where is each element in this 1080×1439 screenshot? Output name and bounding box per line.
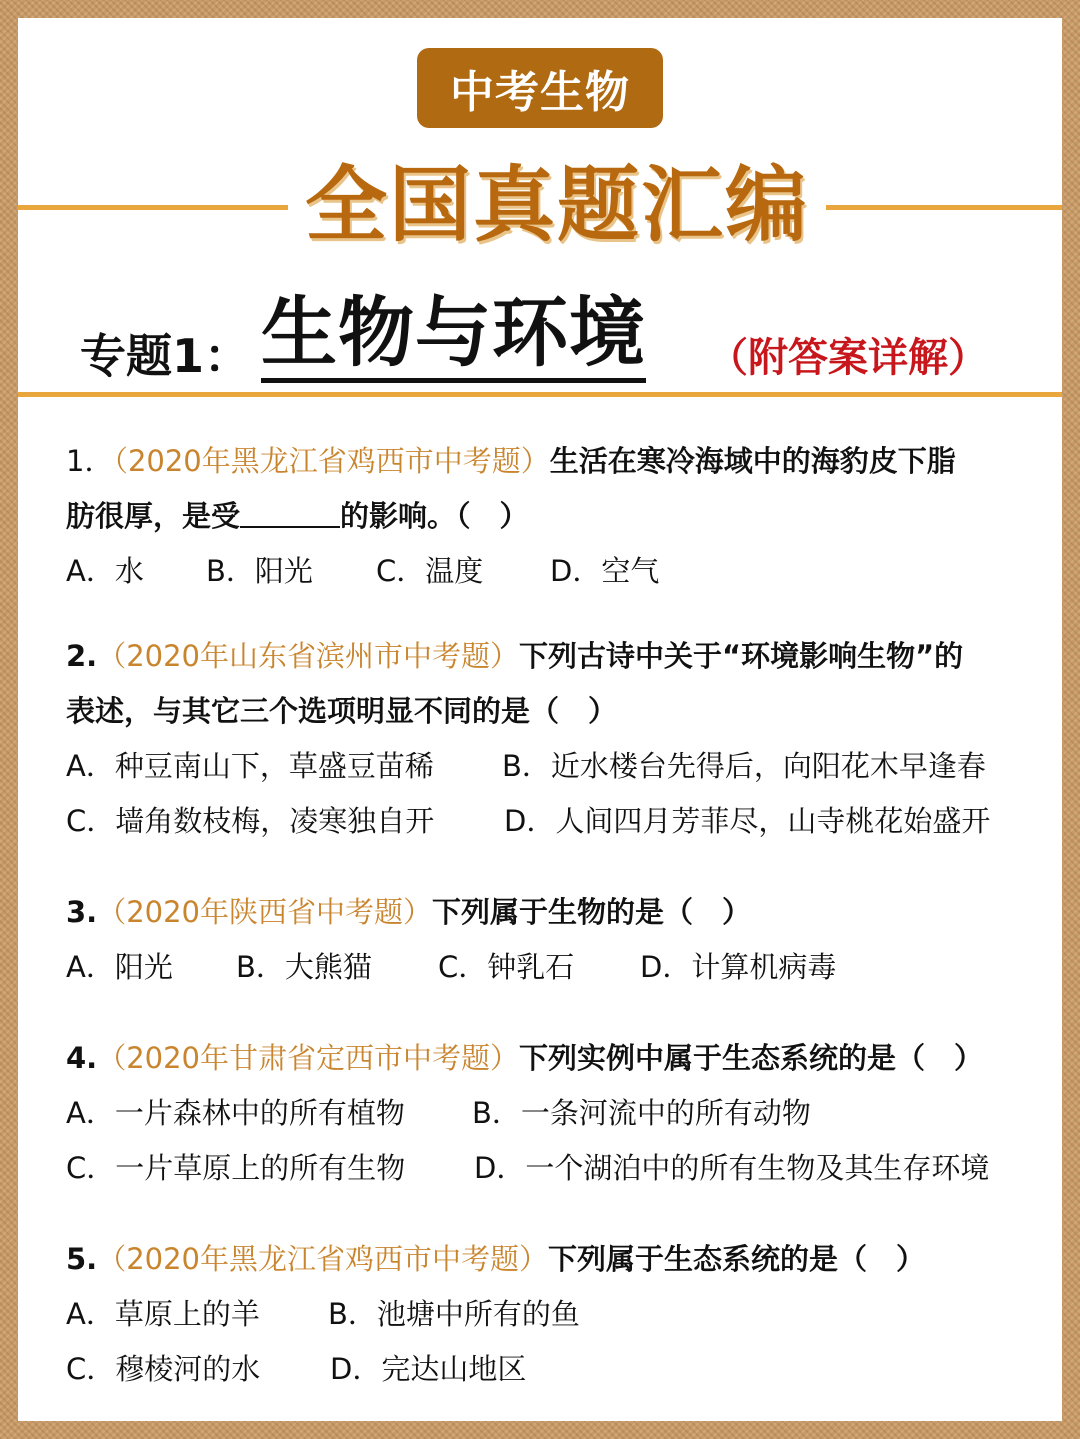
- option-d: D．空气: [550, 554, 660, 588]
- question-number: 4.: [66, 1041, 98, 1075]
- question-stem: 下列古诗中关于“环境影响生物”的: [519, 639, 964, 673]
- option-b: B．阳光: [206, 554, 313, 588]
- option-c: C．墙角数枝梅，凌寒独自开: [66, 804, 435, 838]
- option-c: C．穆棱河的水: [66, 1352, 261, 1386]
- option-a: A．阳光: [66, 950, 173, 984]
- option-d: D．计算机病毒: [640, 950, 837, 984]
- question-stem-line: [66, 434, 1026, 489]
- question-stem-line: [66, 1232, 1026, 1287]
- question-stem: 肪很厚，是受: [66, 499, 241, 533]
- question-4: [66, 1031, 1026, 1196]
- option-d: D．一个湖泊中的所有生物及其生存环境: [474, 1151, 990, 1185]
- option-a: A．水: [66, 554, 144, 588]
- option-c: C．温度: [376, 554, 484, 588]
- question-source: （2020年山东省滨州市中考题）: [97, 639, 520, 673]
- title-rule-right: [826, 205, 1062, 210]
- question-stem: 的影响。（ ）: [340, 499, 529, 533]
- option-c: C．一片草原上的所有生物: [66, 1151, 406, 1185]
- question-stem: 下列实例中属于生态系统的是（ ）: [519, 1041, 984, 1075]
- options-row: [66, 739, 1026, 794]
- option-d: D．完达山地区: [330, 1352, 527, 1386]
- question-stem-line: [66, 489, 1026, 544]
- question-stem-line: [66, 629, 1026, 684]
- answer-blank: [240, 498, 340, 528]
- options-row: [66, 794, 1026, 849]
- option-b: B．池塘中所有的鱼: [328, 1297, 580, 1331]
- question-stem: 表述，与其它三个选项明显不同的是（ ）: [66, 694, 618, 728]
- question-stem: 下列属于生物的是（ ）: [432, 895, 752, 929]
- question-stem: 下列属于生态系统的是（ ）: [548, 1242, 926, 1276]
- topic-title: 生物与环境: [261, 288, 646, 383]
- question-source: （2020年黑龙江省鸡西市中考题）: [113, 444, 550, 478]
- question-source: （2020年陕西省中考题）: [97, 895, 433, 929]
- option-b: B．大熊猫: [236, 950, 372, 984]
- question-stem-line: [66, 684, 1026, 739]
- option-a: A．种豆南山下，草盛豆苗稀: [66, 749, 434, 783]
- question-number: 2.: [66, 639, 98, 673]
- topic-heading: [18, 280, 1062, 390]
- options-row: [66, 1287, 1026, 1342]
- question-5: [66, 1232, 1026, 1397]
- question-1: [66, 434, 1026, 599]
- option-a: A．草原上的羊: [66, 1297, 260, 1331]
- options-row: [66, 1342, 1026, 1397]
- question-stem-line: [66, 1031, 1026, 1086]
- topic-note: （附答案详解）: [708, 335, 988, 381]
- question-3: [66, 885, 1026, 995]
- question-number: 1．: [66, 444, 114, 478]
- options-row: [66, 1141, 1026, 1196]
- options-row: [66, 940, 1026, 995]
- option-b: B．近水楼台先得后，向阳花木早逢春: [502, 749, 986, 783]
- question-source: （2020年黑龙江省鸡西市中考题）: [97, 1242, 549, 1276]
- question-stem: 生活在寒冷海域中的海豹皮下脂: [549, 444, 956, 478]
- question-number: 5.: [66, 1242, 98, 1276]
- question-stem-line: [66, 885, 1026, 940]
- options-row: [66, 544, 1026, 599]
- question-2: [66, 629, 1026, 849]
- option-c: C．钟乳石: [438, 950, 575, 984]
- options-row: [66, 1086, 1026, 1141]
- option-b: B．一条河流中的所有动物: [472, 1096, 811, 1130]
- subject-badge: 中考生物: [417, 48, 663, 128]
- option-a: A．一片森林中的所有植物: [66, 1096, 405, 1130]
- main-title: 全国真题汇编: [304, 158, 809, 253]
- title-rule-left: [18, 205, 288, 210]
- worksheet-page: [18, 18, 1062, 1421]
- header-divider: [18, 392, 1062, 397]
- question-number: 3.: [66, 895, 98, 929]
- topic-prefix: 专题1：: [80, 329, 251, 383]
- option-d: D．人间四月芳菲尽，山寺桃花始盛开: [504, 804, 991, 838]
- question-source: （2020年甘肃省定西市中考题）: [97, 1041, 520, 1075]
